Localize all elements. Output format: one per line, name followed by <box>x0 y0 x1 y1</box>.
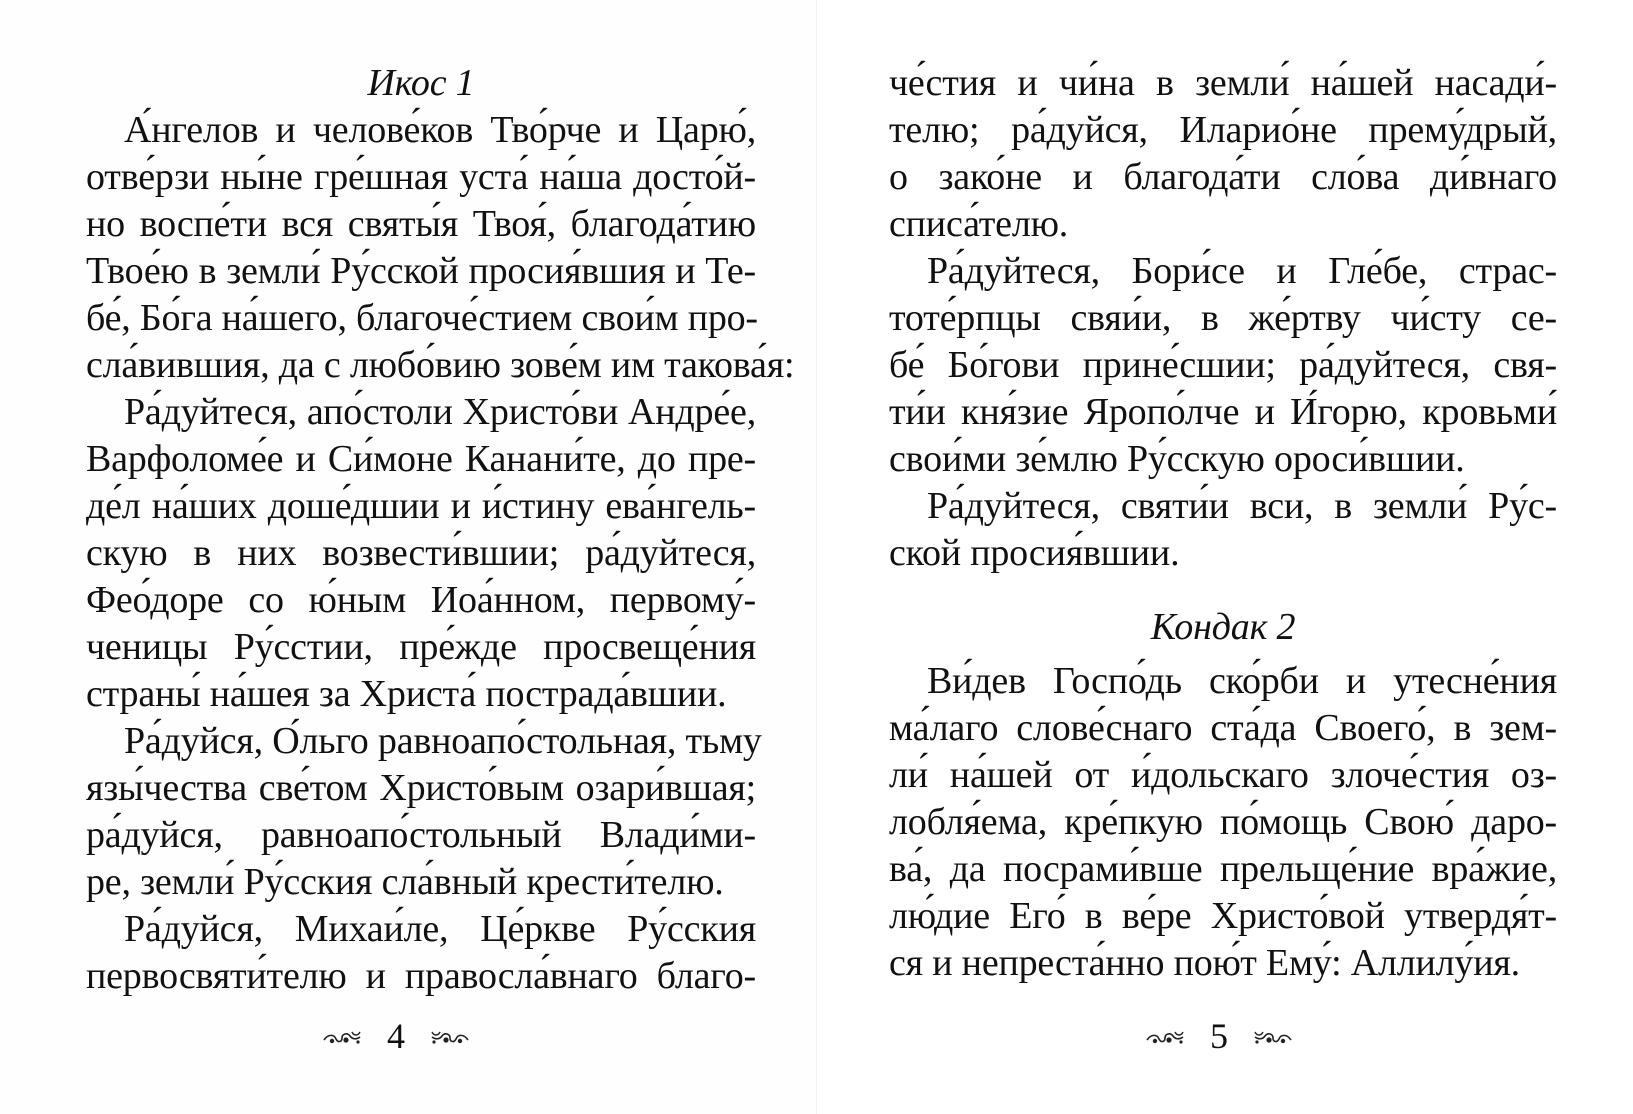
text-line: сла́вившия, да с любо́вию зове́м им такова́я: <box>86 344 795 386</box>
text-line: ли́ на́шей от и́дольскаго злоче́стия оз- <box>889 754 1557 796</box>
right-paragraph-2 <box>889 483 1557 577</box>
text-line: Ра́дуйся, О́льго равноапо́стольная, тьму <box>124 720 762 762</box>
text-line: А́нгелов и челове́ков Тво́рче и Царю́, <box>124 109 756 151</box>
page-number: 4 <box>387 1015 405 1056</box>
text-line: Ви́дев Госпо́дь ско́рби и утесне́ния <box>927 660 1557 702</box>
floral-ornament-icon <box>1251 1016 1293 1056</box>
left-paragraph-1 <box>86 107 795 389</box>
text-line: язы́чества све́том Христо́вым озари́вшая; <box>86 767 756 809</box>
text-line: свои́ми зе́млю Ру́сскую ороси́вшии. <box>889 438 1465 480</box>
text-line: скую в них возвести́вшии; ра́дуйтеся, <box>86 532 756 574</box>
text-line: че́стия и чи́на в земли́ на́шей насади́- <box>889 62 1557 104</box>
text-line: ра́дуйся, равноапо́стольный Влади́ми- <box>86 814 756 856</box>
text-line: списа́телю. <box>889 203 1069 245</box>
floral-ornament-icon <box>322 1016 364 1056</box>
text-line: ва́, да посрами́вше прельще́ние вра́жие, <box>889 848 1557 890</box>
text-line: де́л на́ших доше́дшии и и́стину ева́нгель- <box>86 485 756 527</box>
text-line: телю; ра́дуйся, Иларио́не прему́дрый, <box>889 109 1557 151</box>
left-page <box>0 0 816 1114</box>
right-page-text <box>889 60 1557 987</box>
text-line: о зако́не и благода́ти сло́ва ди́внаго <box>889 156 1557 198</box>
text-line: но воспе́ти вся святы́я Твоя́, благода́тию <box>86 203 756 245</box>
text-line: ма́лаго слове́снаго ста́да Своего́, в зем- <box>889 707 1557 749</box>
text-line: ся и непреста́нно пою́т Ему́: Аллилу́ия. <box>889 942 1520 984</box>
text-line: ченицы Ру́сстии, пре́жде просвеще́ния <box>86 626 756 668</box>
text-line: Ра́дуйся, Михаи́ле, Це́ркве Ру́сския <box>124 908 756 950</box>
kontakion-paragraph <box>889 658 1557 987</box>
text-line: бе́ Бо́гови прине́сшии; ра́дуйтеся, свя- <box>889 344 1557 386</box>
right-page <box>816 0 1633 1114</box>
text-line: тоте́рпцы свяи́и, в же́ртву чи́сту се- <box>889 297 1557 339</box>
text-line: ре, земли́ Ру́сския сла́вный крести́телю. <box>86 861 724 903</box>
text-line: Ра́дуйтеся, апо́столи Христо́ви Андре́е, <box>124 391 756 433</box>
left-paragraph-4 <box>86 906 756 1000</box>
text-line: бе́, Бо́га на́шего, благоче́стием свои́м про- <box>86 297 758 339</box>
text-line: страны́ на́шея за Христа́ пострада́вшии. <box>86 673 727 715</box>
text-line: Твое́ю в земли́ Ру́сской просия́вшия и Те- <box>86 250 756 292</box>
text-line: Варфоломе́е и Си́моне Канани́те, до пре- <box>86 438 756 480</box>
page-footer <box>811 1012 1627 1056</box>
right-continued-paragraph <box>889 60 1557 248</box>
text-line: лобля́ема, кре́пкую по́мощь Свою́ даро- <box>889 801 1557 843</box>
text-line: Фео́доре со ю́ным Иоа́нном, первому́- <box>86 579 756 621</box>
text-line: ти́и кня́зие Яропо́лче и И́горю, кровьми́ <box>889 391 1557 433</box>
left-paragraph-3 <box>86 718 762 906</box>
text-line: отве́рзи ны́не гре́шная уста́ на́ша досто́й- <box>86 156 756 198</box>
floral-ornament-icon <box>428 1016 470 1056</box>
text-line: Ра́дуйтеся, Бори́се и Гле́бе, страс- <box>927 250 1557 292</box>
text-line: Ра́дуйтеся, святи́и вси, в земли́ Ру́с- <box>927 485 1557 527</box>
kontakion-heading: Кондак 2 <box>1150 606 1296 648</box>
left-page-text <box>86 60 795 1000</box>
floral-ornament-icon <box>1145 1016 1187 1056</box>
text-line: лю́дие Его́ в ве́ре Христо́вой утвердя́т- <box>889 895 1557 937</box>
page-footer <box>0 1012 804 1056</box>
right-paragraph-1 <box>889 248 1557 483</box>
left-paragraph-2 <box>86 389 756 718</box>
page-number: 5 <box>1210 1015 1228 1056</box>
text-line: первосвяти́телю и правосла́внаго благо- <box>86 955 756 997</box>
ikos-heading: Икос 1 <box>367 62 475 104</box>
text-line: ской просия́вшии. <box>889 532 1180 574</box>
